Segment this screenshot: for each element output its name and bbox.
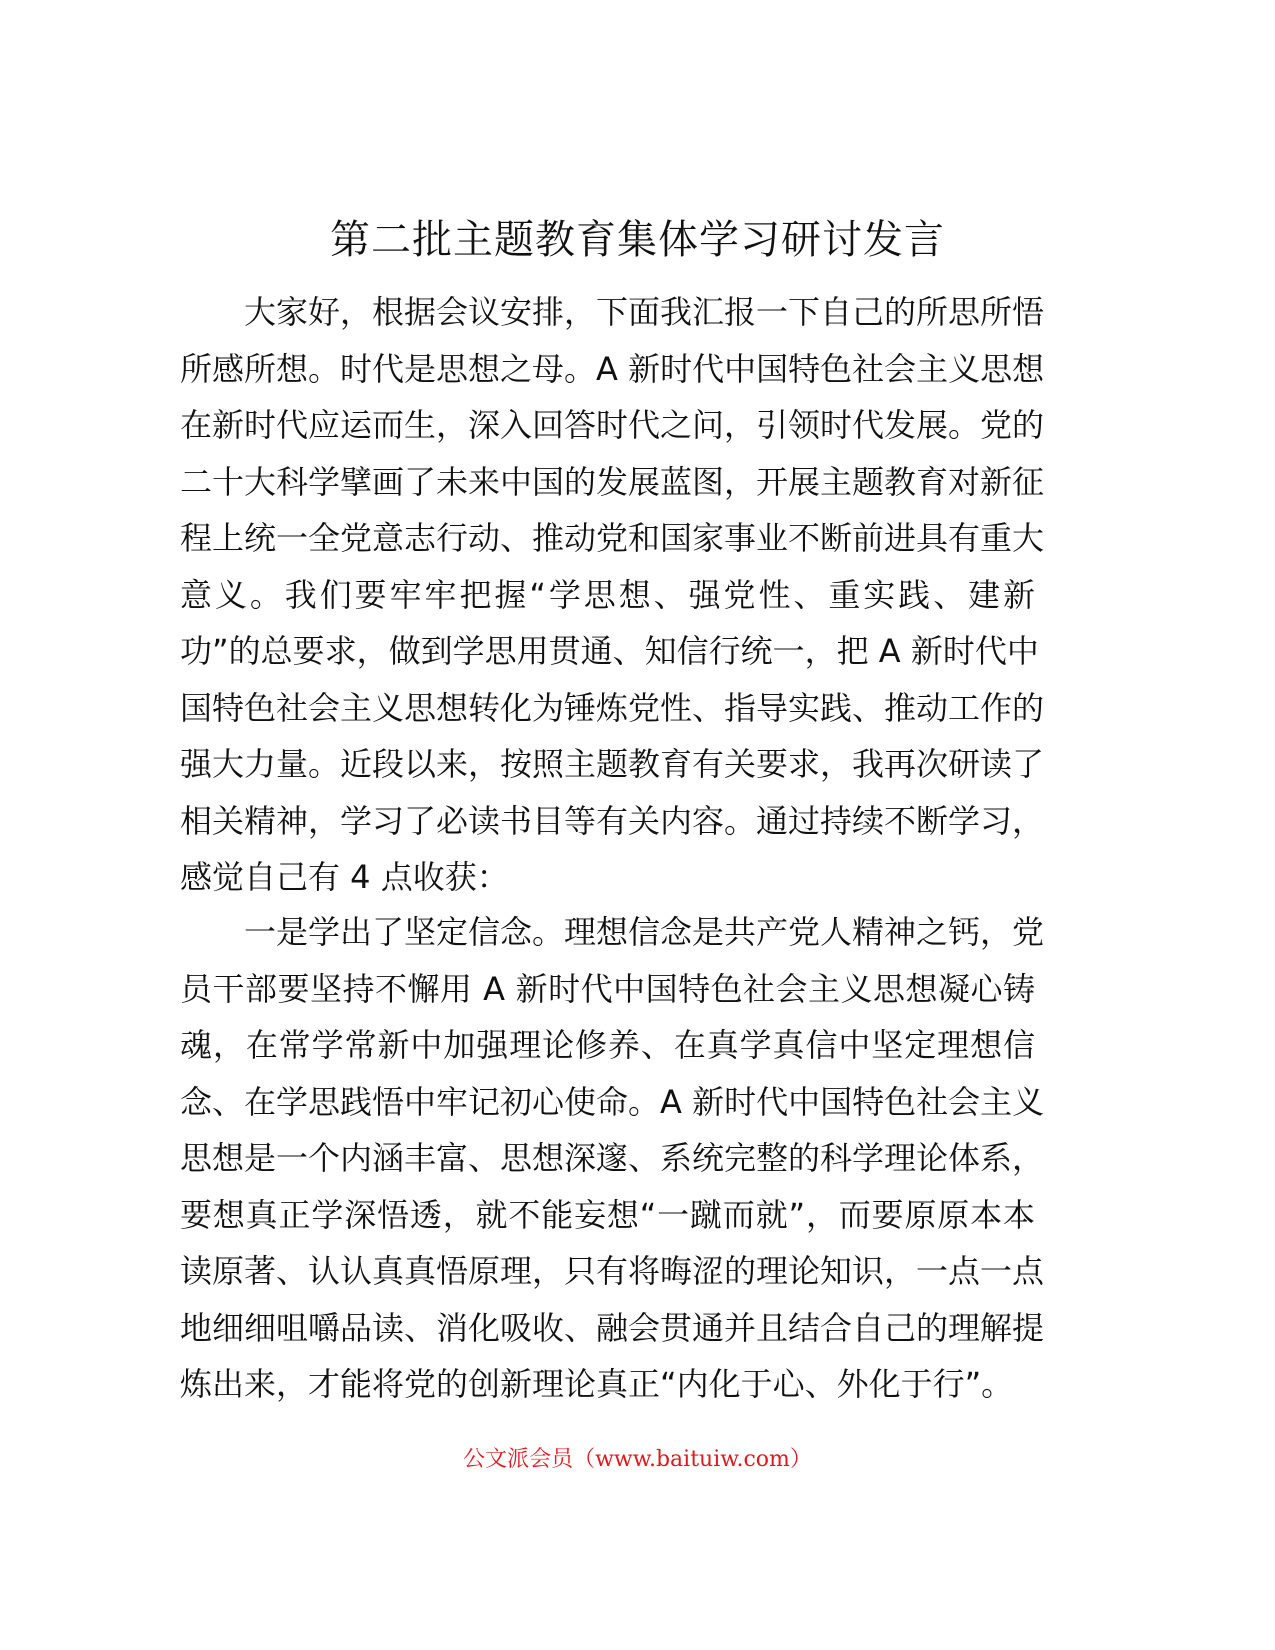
paragraph-line: 大家好，根据会议安排，下面我汇报一下自己的所思所悟 [244, 293, 1045, 331]
paragraph-line: 念、在学思践悟中牢记初心使命。A 新时代中国特色社会主义 [180, 1082, 1045, 1121]
paragraph-intro [180, 284, 1045, 906]
paragraph-line: 魂，在常学常新中加强理论修养、在真学真信中坚定理想信 [180, 1026, 1035, 1064]
paragraph-line: 相关精神，学习了必读书目等有关内容。通过持续不断学习， [180, 801, 1045, 840]
paragraph-firm-belief [180, 904, 1045, 1413]
paragraph-line: 所感所想。时代是思想之母。A 新时代中国特色社会主义思想 [180, 349, 1045, 388]
footer-watermark: 公文派会员（www.baituiw.com） [463, 1447, 812, 1472]
paragraph-line: 炼出来，才能将党的创新理论真正“内化于心、外化于行”。 [180, 1365, 1014, 1403]
paragraph-line: 读原著、认认真真悟原理，只有将晦涩的理论知识，一点一点 [180, 1252, 1045, 1290]
paragraph-line: 程上统一全党意志行动、推动党和国家事业不断前进具有重大 [180, 519, 1045, 557]
paragraph-line: 二十大科学擘画了未来中国的发展蓝图，开展主题教育对新征 [180, 462, 1045, 501]
paragraph-line: 员干部要坚持不懈用 A 新时代中国特色社会主义思想凝心铸 [180, 969, 1035, 1008]
paragraph-line: 意义。我们要牢牢把握“学思想、强党性、重实践、建新 [180, 575, 1035, 614]
paragraph-line: 思想是一个内涵丰富、思想深邃、系统完整的科学理论体系， [180, 1139, 1045, 1177]
paragraph-line: 强大力量。近段以来，按照主题教育有关要求，我再次研读了 [180, 745, 1045, 783]
paragraph-line: 感觉自己有 4 点收获： [180, 858, 509, 896]
paragraph-line: 功”的总要求，做到学思用贯通、知信行统一，把 A 新时代中 [180, 632, 1039, 670]
paragraph-line: 要想真正学深悟透，就不能妄想“一蹴而就”，而要原原本本 [180, 1195, 1035, 1234]
paragraph-line: 在新时代应运而生，深入回答时代之问，引领时代发展。党的 [180, 406, 1045, 444]
paragraph-line: 地细细咀嚼品读、消化吸收、融会贯通并且结合自己的理解提 [180, 1308, 1045, 1347]
paragraph-line: 国特色社会主义思想转化为锤炼党性、指导实践、推动工作的 [180, 688, 1045, 727]
paragraph-line: 一是学出了坚定信念。理想信念是共产党人精神之钙，党 [244, 913, 1045, 951]
document-title: 第二批主题教育集体学习研讨发言 [330, 217, 945, 263]
